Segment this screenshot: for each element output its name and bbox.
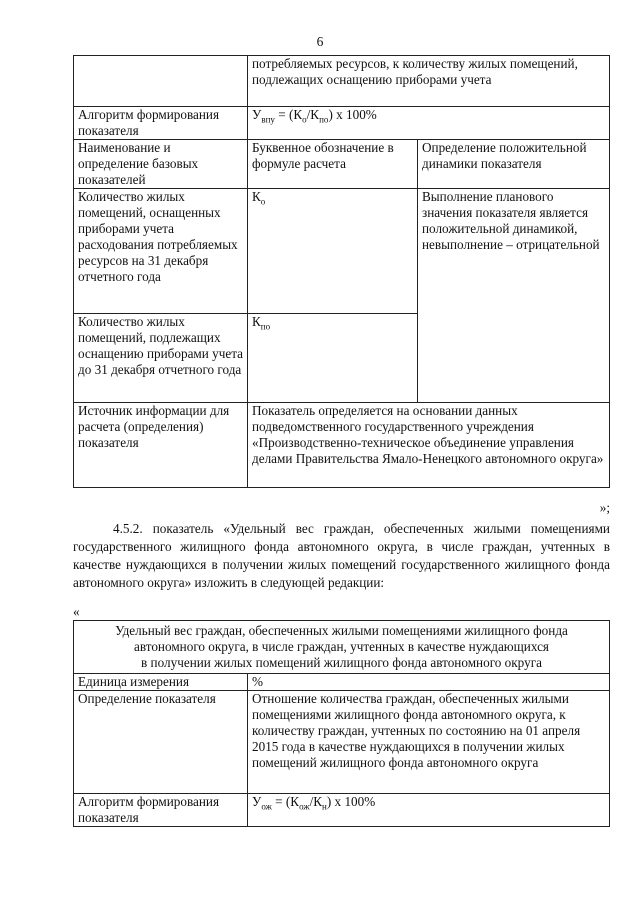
body-paragraph: 4.5.2. показатель «Удельный вес граждан, обеспеченных жилыми помещениями государственного жилищного фонда автономного округа, в числе граждан, учтенных в качестве нуждающихся в получении жилых помещений государственного жилищного фонда автономного округа» изложить в следующей редакции: [73,521,610,590]
column-header: Определение положительной динамики показателя [418,140,610,189]
indicator-table-2 [73,620,610,827]
table-row [74,794,610,827]
algorithm-label: Алгоритм формирования показателя [74,794,248,827]
source-label: Источник информации для расчета (определения) показателя [74,403,248,488]
indicator-symbol: $К_о$ [248,189,418,314]
column-header: Наименование и определение базовых показателей [74,140,248,189]
algorithm-formula: $У_{впу} = (К_о/К_{по})$ х 100% [248,107,610,140]
title-line: Удельный вес граждан, обеспеченных жилыми помещениями жилищного фонда [115,623,568,638]
dynamics-definition: Выполнение планового значения показателя является положительной динамикой, невыполнение – отрицательной [418,189,610,403]
source-text: Показатель определяется на основании данных подведомственного государственного учреждения «Производственно-техническое объединение управления делами Правительства Ямало-Ненецкого автономного округа» [248,403,610,488]
table-row [74,674,610,691]
algorithm-formula: $У_{ож} = (К_{ож}/К_н)$ х 100% [248,794,610,827]
cell-text: потребляемых ресурсов, к количеству жилых помещений, подлежащих оснащению приборами учета [252,56,578,87]
table-cell-empty [74,56,248,107]
indicator-table-1 [73,55,610,488]
indicator-title [74,621,610,674]
opening-quote: « [73,604,80,619]
unit-value: % [248,674,610,691]
page-number: 6 [316,34,324,49]
table-header-row [74,140,610,189]
definition-text: Отношение количества граждан, обеспеченных жилыми помещениями жилищного фонда автономного округа, к количеству граждан, учтенных по состоянию на 01 апреля 2015 года в качестве нуждающихся в получении жилых помещений жилищного фонда автономного округа [248,691,610,794]
table-row [74,107,610,140]
table-row [74,56,610,107]
indicator-name: Количество жилых помещений, оснащенных приборами учета расходования потребляемых ресурсов на 31 декабря отчетного года [74,189,248,314]
indicator-name: Количество жилых помещений, подлежащих оснащению приборами учета до 31 декабря отчетного года [74,314,248,403]
table-cell [248,56,610,107]
closing-quote: »; [599,500,610,515]
definition-label: Определение показателя [74,691,248,794]
table-row [74,403,610,488]
algorithm-label: Алгоритм формирования показателя [74,107,248,140]
table-row [74,189,610,314]
column-header: Буквенное обозначение в формуле расчета [248,140,418,189]
unit-label: Единица измерения [74,674,248,691]
title-line: автономного округа, в числе граждан, учтенных в качестве нуждающихся [134,639,549,654]
table-row [74,691,610,794]
table-title-row [74,621,610,674]
indicator-symbol: $К_{по}$ [248,314,418,403]
title-line: в получении жилых помещений жилищного фонда автономного округа [141,655,542,670]
